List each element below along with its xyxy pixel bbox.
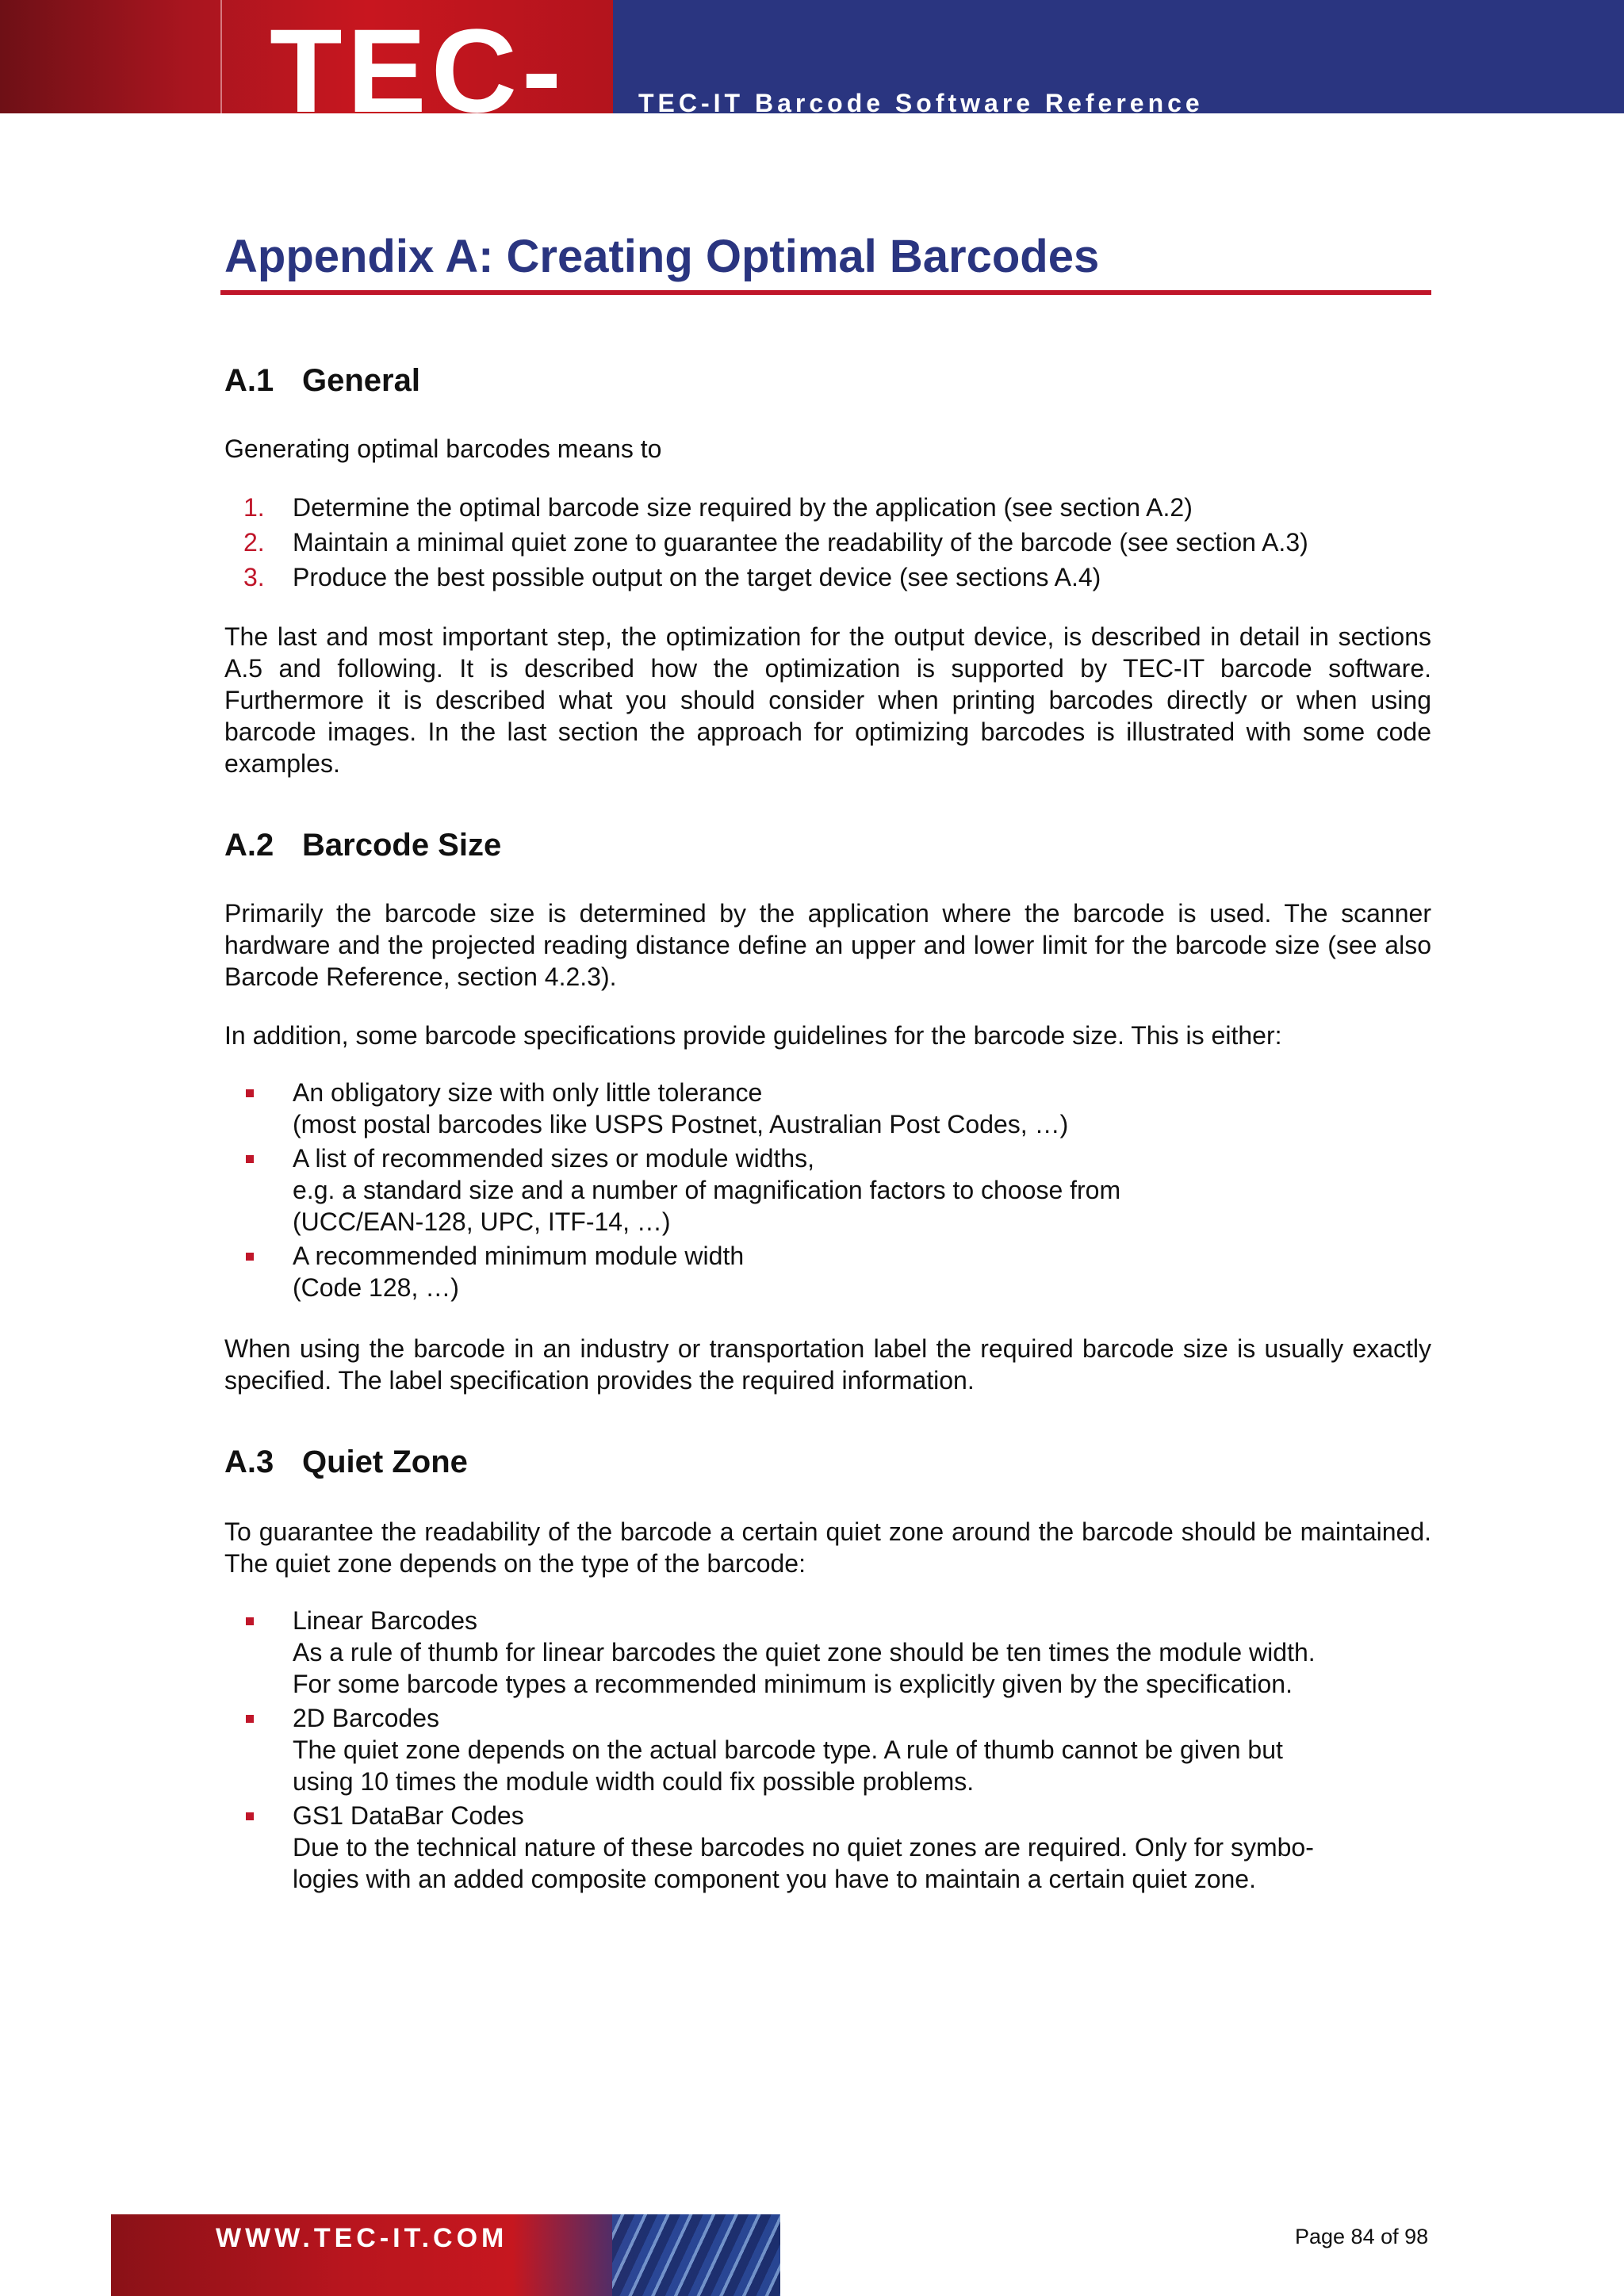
bullet-line: e.g. a standard size and a number of magnification factors to choose from [293, 1176, 1121, 1204]
bullet-icon [246, 1617, 254, 1625]
step-text: Maintain a minimal quiet zone to guarantee the readability of the barcode (see section A.3) [293, 528, 1308, 557]
list-item [224, 1077, 1431, 1140]
bullet-line: (UCC/EAN-128, UPC, ITF-14, …) [293, 1207, 671, 1236]
list-item [224, 560, 1431, 595]
bullet-line: GS1 DataBar Codes [293, 1801, 524, 1830]
list-item [224, 490, 1431, 525]
bullet-line: An obligatory size with only little tolerance [293, 1078, 763, 1107]
tec-it-logo: TEC-IT [270, 4, 566, 256]
section-title: General [302, 363, 420, 398]
section-heading-quiet-zone [224, 1445, 468, 1480]
size-paragraph-3: When using the barcode in an industry or transportation label the required barcode size is usually exactly specified. The label specification provides the required information. [224, 1334, 1431, 1395]
step-number: 1. [243, 493, 265, 522]
bullet-icon [246, 1715, 254, 1723]
list-item [224, 1800, 1431, 1895]
step-number: 2. [243, 528, 265, 557]
bullet-line: Due to the technical nature of these barcodes no quiet zones are required. Only for symbo- [293, 1833, 1314, 1862]
step-text: Produce the best possible output on the target device (see sections A.4) [293, 563, 1101, 591]
bullet-icon [246, 1155, 254, 1163]
section-number: A.2 [224, 828, 274, 863]
bullet-line: Linear Barcodes [293, 1606, 478, 1635]
quiet-zone-list [224, 1605, 1431, 1897]
bullet-line: (Code 128, …) [293, 1273, 459, 1302]
page-number: Page 84 of 98 [1295, 2225, 1429, 2248]
bullet-line: logies with an added composite component you have to maintain a certain quiet zone. [293, 1865, 1256, 1893]
bullet-icon [246, 1253, 254, 1261]
section-number: A.3 [224, 1445, 274, 1479]
bullet-icon [246, 1812, 254, 1820]
general-paragraph: The last and most important step, the optimization for the output device, is described in detail in sections A.5 and following. It is described how the optimization is supported by TEC-IT barcode software. Furthermore it is described what you should consider when printing barcodes directly or when using barcode images. In the last section the approach for optimizing barcodes is illustrated with some code examples. [224, 622, 1431, 778]
section-heading-barcode-size [224, 828, 501, 863]
quiet-paragraph-1: To guarantee the readability of the barcode a certain quiet zone around the barcode should be maintained. The quiet zone depends on the type of the barcode: [224, 1517, 1431, 1578]
section-title: Barcode Size [302, 828, 502, 863]
list-item [224, 1240, 1431, 1303]
bullet-line: using 10 times the module width could fix possible problems. [293, 1767, 975, 1796]
step-text: Determine the optimal barcode size required by the application (see section A.2) [293, 493, 1193, 522]
title-underline [220, 290, 1431, 295]
header-title: TEC-IT Barcode Software Reference [638, 89, 1204, 117]
bullet-icon [246, 1089, 254, 1097]
list-item [224, 1605, 1431, 1700]
general-steps-list [224, 490, 1431, 595]
bullet-line: (most postal barcodes like USPS Postnet, Australian Post Codes, …) [293, 1110, 1069, 1138]
bullet-line: The quiet zone depends on the actual barcode type. A rule of thumb cannot be given but [293, 1735, 1283, 1764]
size-guidelines-list [224, 1077, 1431, 1306]
bullet-line: 2D Barcodes [293, 1704, 439, 1732]
footer-website-link[interactable]: WWW.TEC-IT.COM [216, 2223, 508, 2253]
size-paragraph-1: Primarily the barcode size is determined by the application where the barcode is used. The scanner hardware and the projected reading distance define an upper and lower limit for the barcode size (see also Barcode Reference, section 4.2.3). [224, 899, 1431, 991]
bullet-line: As a rule of thumb for linear barcodes the quiet zone should be ten times the module width. [293, 1638, 1316, 1667]
section-title: Quiet Zone [302, 1445, 468, 1479]
list-item [224, 1702, 1431, 1797]
section-heading-general [224, 363, 420, 399]
page-title: Appendix A: Creating Optimal Barcodes [224, 231, 1100, 282]
bullet-line: A list of recommended sizes or module widths, [293, 1144, 815, 1173]
bullet-line: A recommended minimum module width [293, 1242, 745, 1270]
header-divider [220, 0, 222, 113]
step-number: 3. [243, 563, 265, 591]
section-number: A.1 [224, 363, 274, 398]
bullet-line: For some barcode types a recommended minimum is explicitly given by the specification. [293, 1670, 1293, 1698]
list-item [224, 1142, 1431, 1238]
general-intro: Generating optimal barcodes means to [224, 434, 662, 463]
list-item [224, 525, 1431, 560]
size-paragraph-2: In addition, some barcode specifications provide guidelines for the barcode size. This is either: [224, 1021, 1282, 1050]
footer-decoration [612, 2214, 780, 2296]
